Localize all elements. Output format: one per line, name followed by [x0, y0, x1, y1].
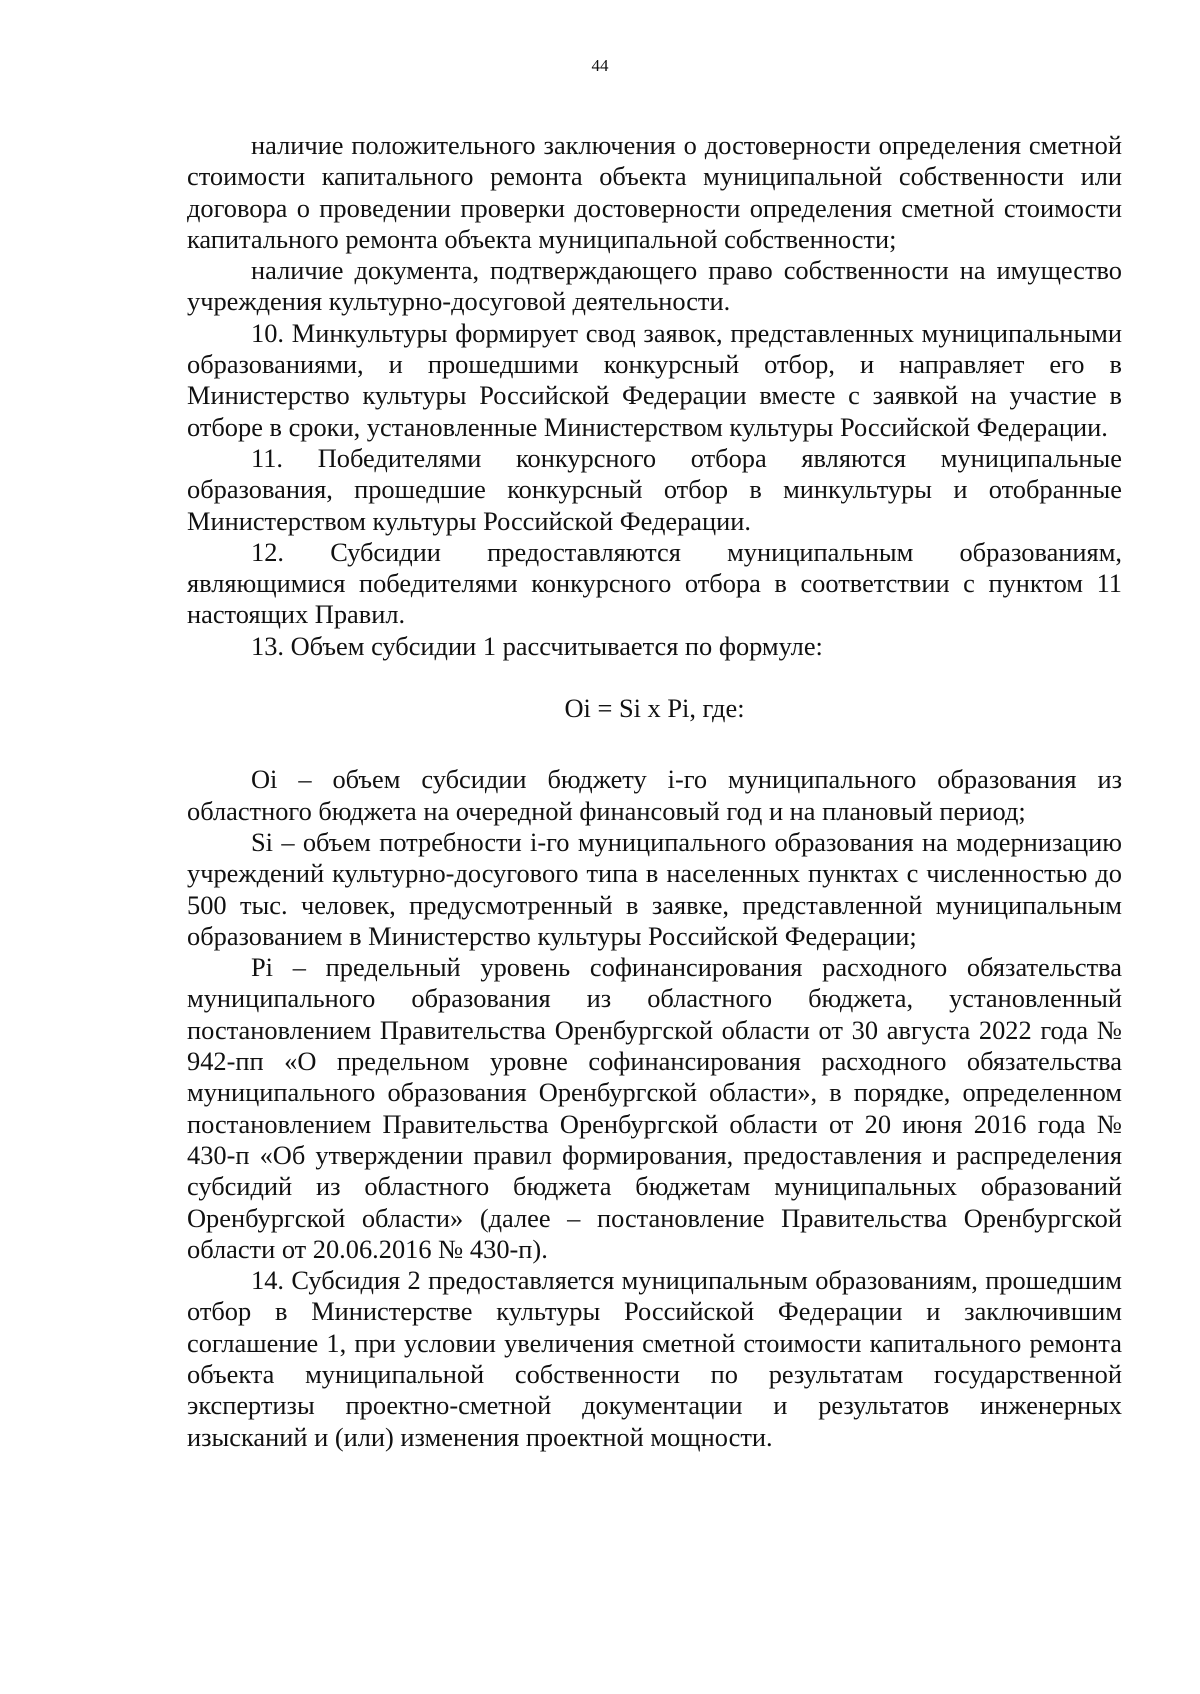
paragraph-item-10: 10. Минкультуры формирует свод заявок, представленных муниципальными образованиями, и прошедшими конкурсный отбор, и направляет его в Министерство культуры Российской Федерации вместе с заявкой на участие в отборе в сроки, установленные Министерством культуры Российской Федерации.	[187, 317, 1122, 442]
paragraph-conclusion-requirement: наличие положительного заключения о достоверности определения сметной стоимости капитального ремонта объекта муниципальной собственности или договора о проведении проверки достоверности определения сметной стоимости капитального ремонта объекта муниципальной собственности;	[187, 130, 1122, 254]
paragraph-item-11: 11. Победителями конкурсного отбора являются муниципальные образования, прошедшие конкурсный отбор в минкультуры и отобранные Министерством культуры Российской Федерации.	[187, 442, 1122, 536]
definition-pi: Pi – предельный уровень софинансирования расходного обязательства муниципального образования из областного бюджета, установленный постановлением Правительства Оренбургской области от 30 августа 2022 года № 942-пп «О предельном уровне софинансирования расходного обязательства муниципального образования Оренбургской области», в порядке, определенном постановлением Правительства Оренбургской области от 20 июня 2016 года № 430-п «Об утверждении правил формирования, предоставления и распределения субсидий из областного бюджета бюджетам муниципальных образований Оренбургской области» (далее – постановление Правительства Оренбургской области от 20.06.2016 № 430-п).	[187, 952, 1122, 1264]
paragraph-item-13: 13. Объем субсидии 1 рассчитывается по формуле:	[251, 630, 823, 661]
document-body	[187, 130, 1122, 1453]
subsidy-formula: Oi = Si x Pi, где:	[564, 693, 745, 724]
paragraph-ownership-document: наличие документа, подтверждающего право собственности на имущество учреждения культурно-досуговой деятельности.	[187, 255, 1122, 317]
page-number: 44	[591, 56, 609, 75]
paragraph-item-14: 14. Субсидия 2 предоставляется муниципальным образованиям, прошедшим отбор в Министерстве культуры Российской Федерации и заключившим соглашение 1, при условии увеличения сметной стоимости капитального ремонта объекта муниципальной собственности по результатам государственной экспертизы проектно-сметной документации и результатов инженерных изысканий и (или) изменения проектной мощности.	[187, 1265, 1122, 1452]
definition-oi: Oi – объем субсидии бюджету i-го муниципального образования из областного бюджета на очередной финансовый год и на плановый период;	[187, 764, 1122, 826]
definition-si: Si – объем потребности i-го муниципального образования на модернизацию учреждений культурно-досугового типа в населенных пунктах с численностью до 500 тыс. человек, предусмотренный в заявке, представленной муниципальным образованием в Министерство культуры Российской Федерации;	[187, 826, 1122, 951]
paragraph-item-12: 12. Субсидии предоставляются муниципальным образованиям, являющимися победителями конкурсного отбора в соответствии с пунктом 11 настоящих Правил.	[187, 536, 1122, 630]
